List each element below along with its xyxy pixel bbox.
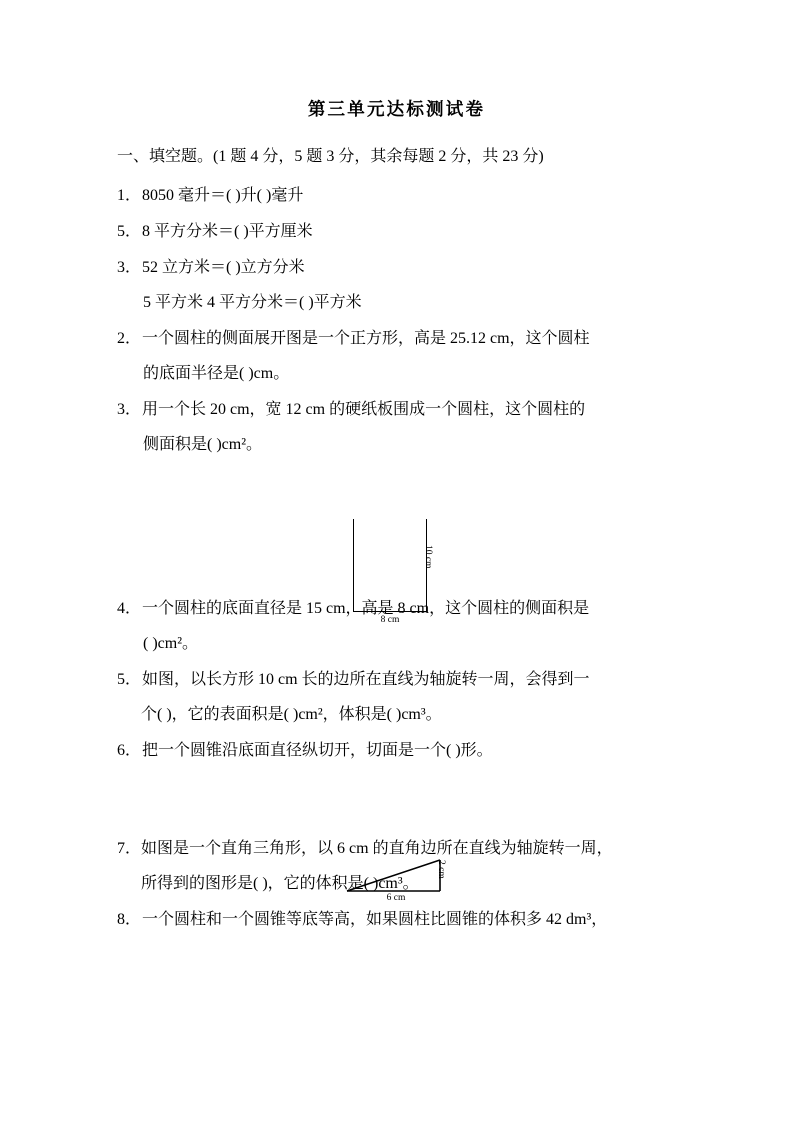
question-text: 所得到的图形是( )，它的体积是( )cm³。 xyxy=(141,875,419,892)
question-line xyxy=(117,363,683,384)
question-text: 5 平方米 4 平方分米＝( )平方米 xyxy=(143,294,362,311)
question-text: 侧面积是( )cm²。 xyxy=(143,436,263,453)
question-line xyxy=(117,434,683,455)
question-line xyxy=(117,328,683,349)
question-item-7 xyxy=(117,669,683,725)
question-text: 一个圆柱的底面直径是 15 cm，高是 8 cm，这个圆柱的侧面积是 xyxy=(142,600,590,617)
question-number: 2． xyxy=(117,330,142,347)
figure-open-rectangle xyxy=(353,519,483,637)
triangle-vertical-label: 2 cm xyxy=(436,860,446,879)
question-text: 用一个长 20 cm，宽 12 cm 的硬纸板围成一个圆柱，这个圆柱的 xyxy=(142,401,586,418)
question-line xyxy=(117,740,683,761)
triangle-base-label: 6 cm xyxy=(386,893,406,903)
question-text: ( )cm²。 xyxy=(143,635,199,652)
question-text: 8050 毫升＝( )升( )毫升 xyxy=(142,187,304,204)
question-item-8 xyxy=(117,740,683,823)
question-line xyxy=(117,221,683,242)
question-number: 4． xyxy=(117,600,142,617)
question-line xyxy=(117,257,683,278)
rectangle-width-label: 8 cm xyxy=(380,615,400,625)
question-line xyxy=(117,704,683,725)
page-title: 第三单元达标测试卷 xyxy=(307,100,486,120)
question-number: 5． xyxy=(117,671,142,688)
question-item-1 xyxy=(117,185,683,206)
question-text: 把一个圆锥沿底面直径纵切开，切面是一个( )形。 xyxy=(142,742,493,759)
question-number: 3． xyxy=(117,259,142,276)
question-line xyxy=(117,669,683,690)
question-number: 5． xyxy=(117,223,142,240)
question-text: 如图是一个直角三角形，以 6 cm 的直角边所在直线为轴旋转一周， xyxy=(141,840,613,857)
rectangle-height-label: 10 cm xyxy=(423,545,433,569)
question-item-3 xyxy=(117,257,683,313)
question-line xyxy=(117,292,683,313)
question-number: 7． xyxy=(117,840,142,857)
rectangle-shape xyxy=(353,519,427,612)
question-text: 如图，以长方形 10 cm 长的边所在直线为轴旋转一周，会得到一 xyxy=(142,671,590,688)
question-number: 6． xyxy=(117,742,142,759)
question-text: 的底面半径是( )cm。 xyxy=(143,365,290,382)
question-text: 一个圆柱和一个圆锥等底等高，如果圆柱比圆锥的体积多 42 dm³， xyxy=(142,911,608,928)
question-line xyxy=(117,399,683,420)
figure-spacer xyxy=(117,761,683,823)
question-item-4 xyxy=(117,328,683,384)
question-line xyxy=(117,185,683,206)
question-number: 3． xyxy=(117,401,142,418)
question-number: 1． xyxy=(117,187,142,204)
question-text: 一个圆柱的侧面展开图是一个正方形，高是 25.12 cm，这个圆柱 xyxy=(142,330,590,347)
section-heading-fill-in-the-blank: 一、填空题。(1 题 4 分，5 题 3 分，其余每题 2 分，共 23 分) xyxy=(117,148,544,165)
question-text: 个( )，它的表面积是( )cm²，体积是( )cm³。 xyxy=(141,706,442,723)
question-number: 8． xyxy=(117,911,142,928)
question-text: 52 立方米＝( )立方分米 xyxy=(142,259,305,276)
question-text: 8 平方分米＝( )平方厘米 xyxy=(142,223,313,240)
figure-right-triangle xyxy=(344,856,474,914)
question-item-2 xyxy=(117,221,683,242)
